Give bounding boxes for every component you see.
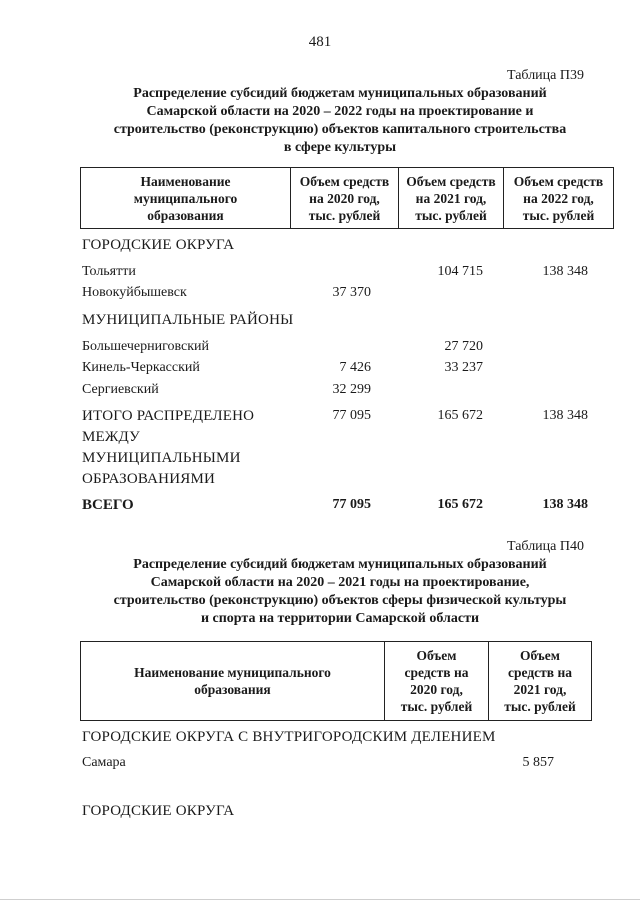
header-line: образования	[147, 207, 224, 223]
section-heading: ГОРОДСКИЕ ОКРУГА С ВНУТРИГОРОДСКИМ ДЕЛЕНИЕМ	[82, 729, 496, 745]
row-value-2022: 138 348	[542, 264, 588, 279]
table-p39-label: Таблица П39	[507, 68, 584, 83]
row-value-2021: 33 237	[444, 360, 483, 375]
header-line: средств на	[508, 665, 572, 680]
subtotal-2022: 138 348	[542, 408, 588, 423]
header-line: образования	[194, 682, 271, 697]
header-line: 2020 год,	[410, 682, 463, 697]
header-line: Объем средств	[299, 173, 390, 189]
header-line: средств на	[404, 665, 469, 680]
subtotal-2021: 165 672	[437, 408, 483, 423]
subtotal-label	[82, 406, 254, 490]
section-heading: МУНИЦИПАЛЬНЫЕ РАЙОНЫ	[82, 312, 294, 328]
header-line: на 2022 год,	[523, 190, 594, 206]
subtotal-line: ОБРАЗОВАНИЯМИ	[82, 471, 216, 487]
table-p40-title	[70, 556, 610, 628]
header-line: тыс. рублей	[504, 699, 576, 714]
header-line: Объем средств	[513, 173, 604, 189]
title-line: строительство (реконструкцию) объектов сферы физической культуры	[113, 593, 567, 608]
section-heading: ГОРОДСКИЕ ОКРУГА	[82, 803, 235, 819]
header-line: тыс. рублей	[308, 207, 381, 223]
header-2021	[399, 168, 504, 229]
total-2022: 138 348	[542, 497, 588, 512]
header-name	[81, 642, 385, 721]
header-line: Объем средств	[406, 173, 496, 189]
table-p40-header	[80, 641, 592, 721]
header-2021	[489, 642, 592, 721]
subtotal-line: ИТОГО РАСПРЕДЕЛЕНО	[82, 408, 255, 424]
row-value-2021: 104 715	[437, 264, 483, 279]
title-line: в сфере культуры	[283, 140, 397, 155]
header-2020	[385, 642, 489, 721]
subtotal-line: МЕЖДУ	[82, 429, 140, 445]
header-line: на 2021 год,	[415, 190, 487, 206]
header-name	[81, 168, 291, 229]
header-2022	[504, 168, 614, 229]
header-2020	[291, 168, 399, 229]
row-value-2021: 5 857	[522, 755, 554, 770]
row-value-2020: 37 370	[332, 285, 371, 300]
header-line: 2021 год,	[513, 682, 567, 697]
header-line: Наименование	[140, 173, 231, 189]
page-bottom-edge	[0, 899, 640, 900]
row-name: Тольятти	[82, 264, 136, 279]
header-line: тыс. рублей	[400, 699, 473, 714]
header-line: муниципального	[133, 190, 238, 206]
row-name: Кинель-Черкасский	[82, 360, 200, 375]
title-line: Распределение субсидий бюджетам муниципальных образований	[133, 86, 547, 101]
row-name: Сергиевский	[82, 382, 159, 397]
row-value-2020: 7 426	[339, 360, 371, 375]
row-name: Самара	[82, 755, 126, 770]
header-line: тыс. рублей	[522, 207, 595, 223]
table-p39-title	[70, 85, 610, 157]
row-value-2021: 27 720	[444, 339, 483, 354]
total-label: ВСЕГО	[82, 497, 134, 513]
title-line: Распределение субсидий бюджетам муниципальных образований	[133, 557, 547, 572]
title-line: Самарской области на 2020 – 2021 годы на проектирование,	[150, 575, 530, 590]
title-line: Самарской области на 2020 – 2022 годы на проектирование и	[146, 104, 534, 119]
header-line: тыс. рублей	[415, 207, 487, 223]
row-name: Большечерниговский	[82, 339, 210, 354]
header-line: Наименование муниципального	[134, 665, 331, 680]
total-2021: 165 672	[437, 497, 483, 512]
subtotal-line: МУНИЦИПАЛЬНЫМИ	[82, 450, 241, 466]
title-line: строительство (реконструкцию) объектов капитального строительства	[113, 122, 567, 137]
table-p39-header	[80, 167, 614, 229]
row-name: Новокуйбышевск	[82, 285, 187, 300]
header-line: на 2020 год,	[309, 190, 380, 206]
page-number: 481	[308, 34, 332, 50]
total-2020: 77 095	[332, 497, 371, 512]
title-line: и спорта на территории Самарской области	[200, 611, 480, 626]
subtotal-2020: 77 095	[332, 408, 371, 423]
row-value-2020: 32 299	[332, 382, 371, 397]
header-line: Объем	[416, 648, 457, 663]
table-p40-label: Таблица П40	[507, 539, 584, 554]
section-heading: ГОРОДСКИЕ ОКРУГА	[82, 237, 235, 253]
header-line: Объем	[520, 648, 560, 663]
